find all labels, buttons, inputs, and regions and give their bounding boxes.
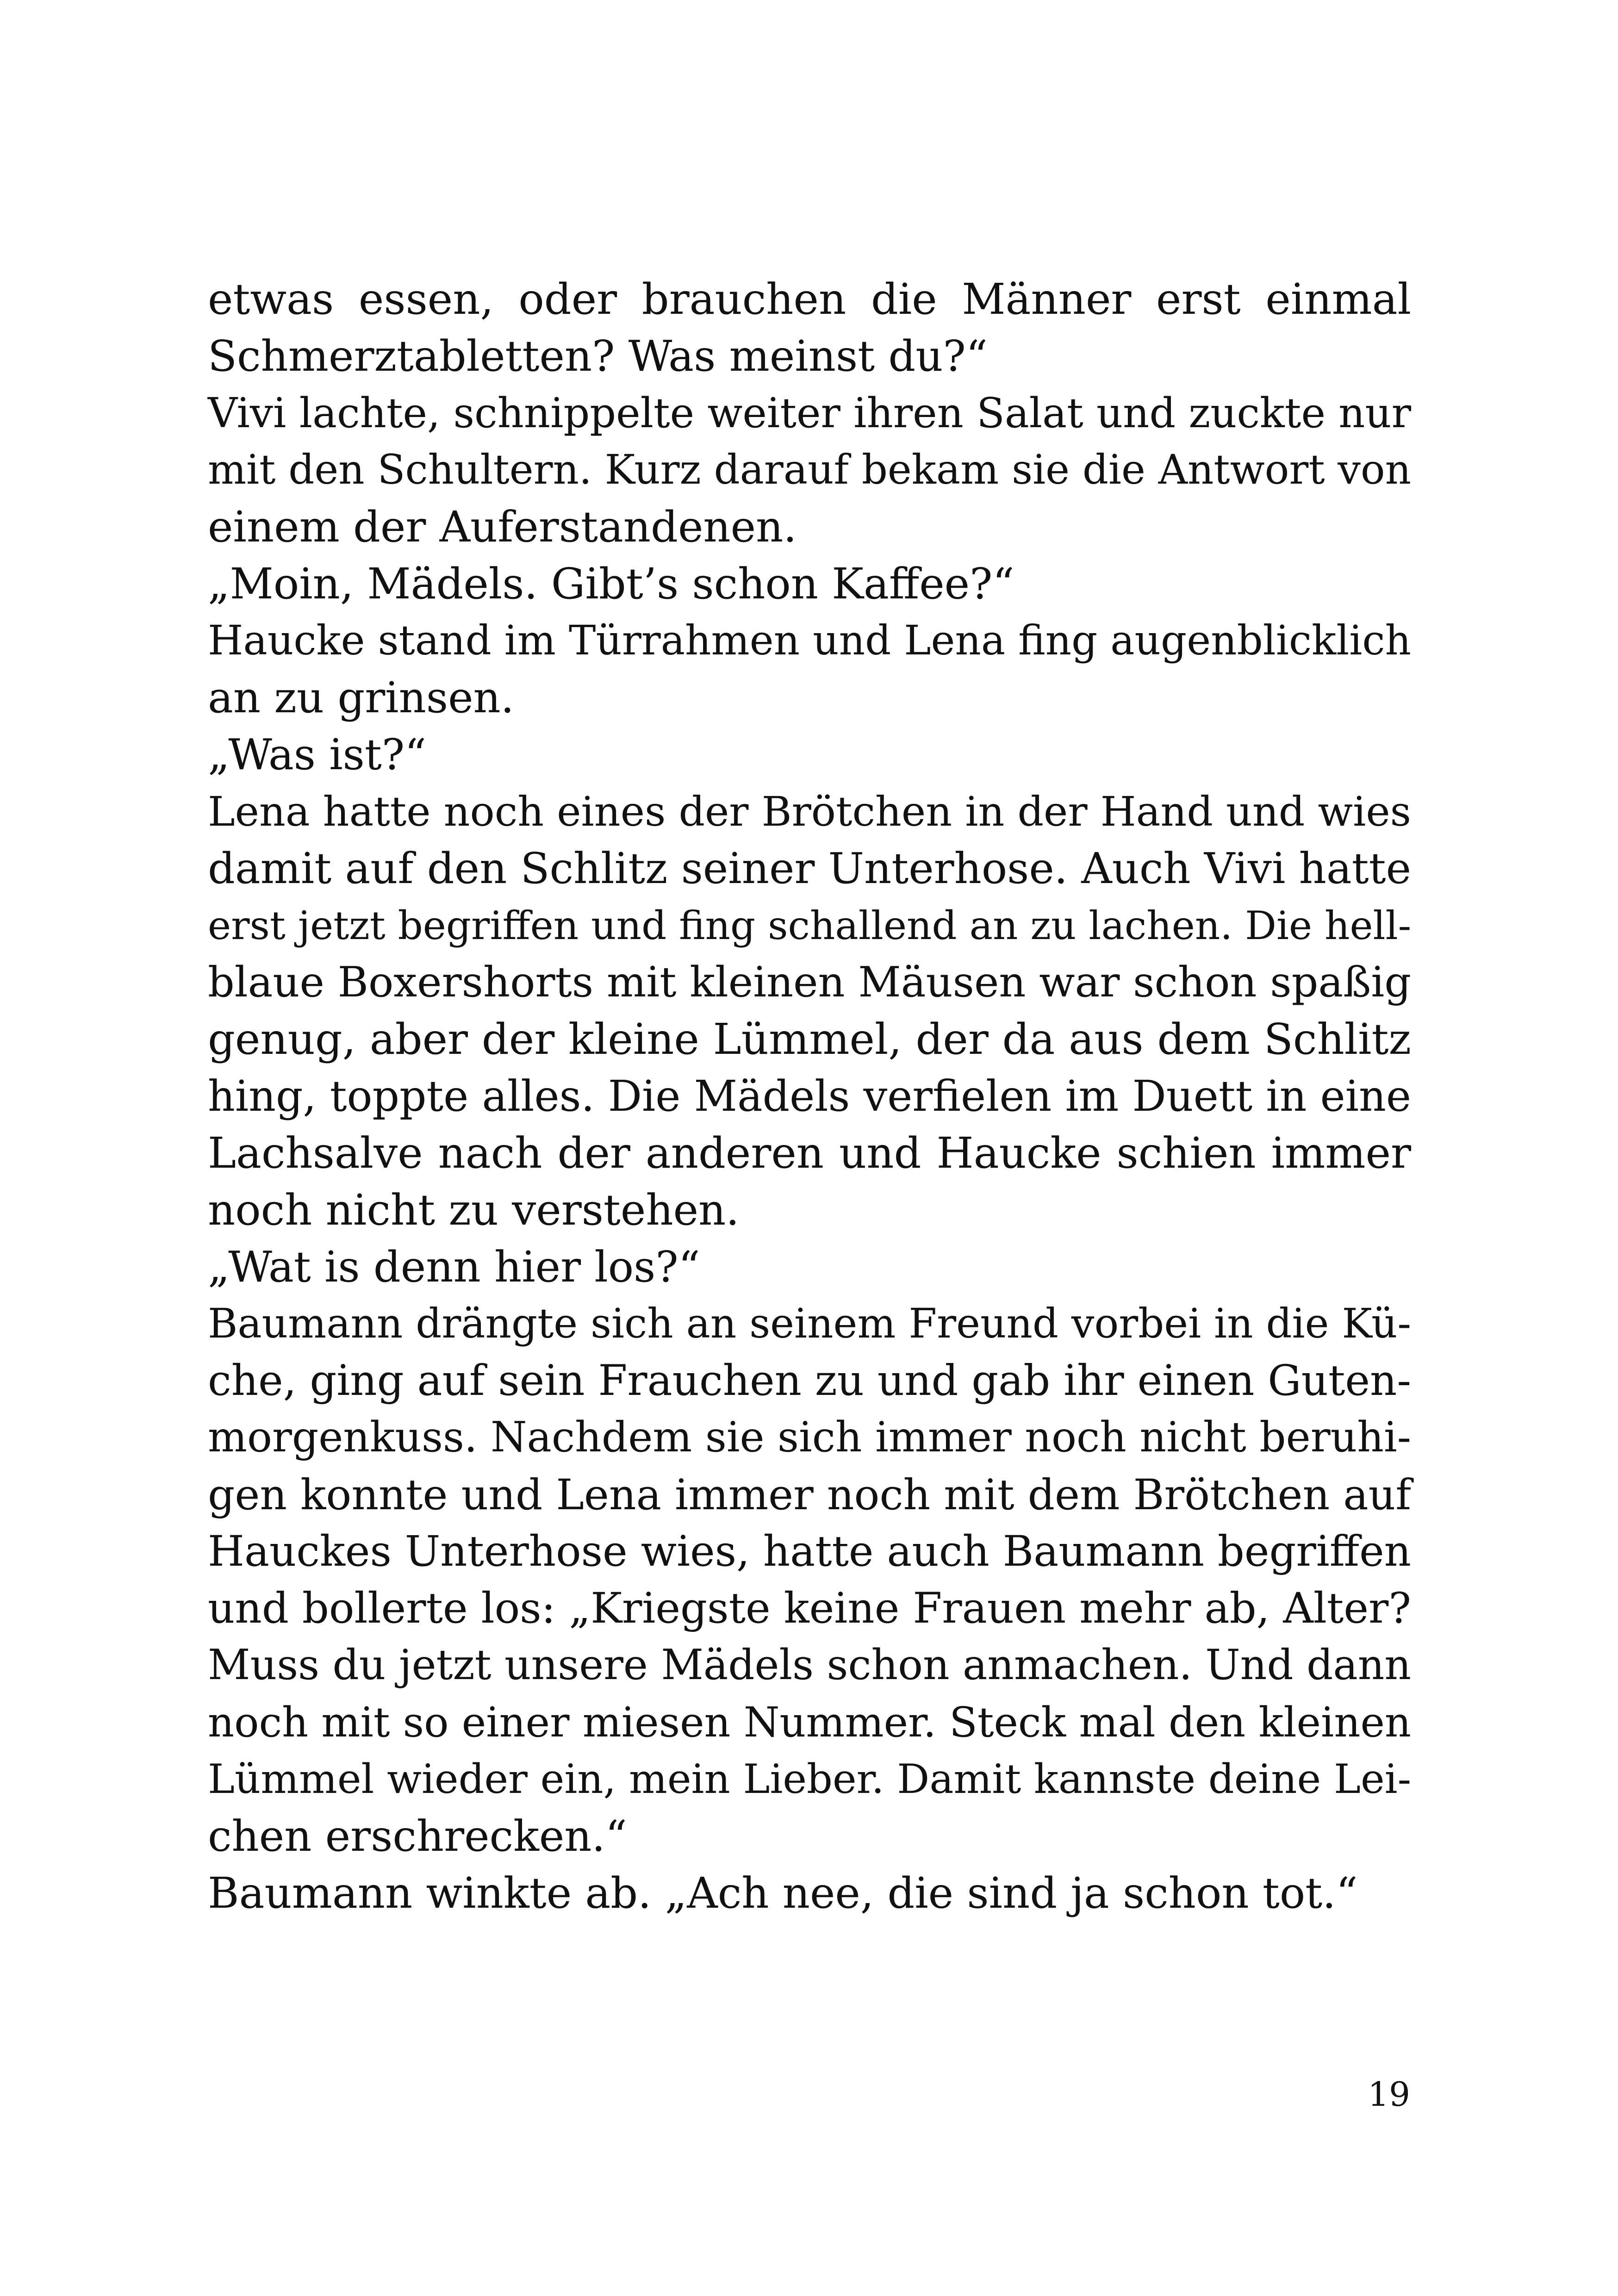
text-line: Vivi lachte, schnippelte weiter ihren Salat und zuckte nur [208, 389, 1411, 437]
text-line: noch mit so einer miesen Nummer. Steck mal den kleinen [208, 1699, 1411, 1746]
text-line: etwas essen, oder brauchen die Männer erst einmal [208, 274, 1411, 324]
text-line: chen erschrecken.“ [208, 1811, 627, 1861]
text-line: „Moin, Mädels. Gibt’s schon Kaffee?“ [208, 559, 1014, 609]
text-line: Lena hatte noch eines der Brötchen in der Hand und wies [208, 788, 1411, 835]
text-line: Hauckes Unterhose wies, hatte auch Baumann begriffen [208, 1527, 1411, 1576]
text-line: und bollerte los: „Kriegste keine Frauen mehr ab, Alter? [208, 1584, 1411, 1633]
text-line: che, ging auf sein Frauchen zu und gab ihr einen Guten- [208, 1356, 1411, 1405]
text-line: Muss du jetzt unsere Mädels schon anmachen. Und dann [208, 1641, 1411, 1689]
text-line: noch nicht zu verstehen. [208, 1185, 740, 1235]
text-line: „Wat is denn hier los?“ [208, 1242, 700, 1292]
text-line: damit auf den Schlitz seiner Unterhose. Auch Vivi hatte [208, 844, 1411, 893]
text-line: genug, aber der kleine Lümmel, der da aus dem Schlitz [208, 1014, 1411, 1064]
text-line: „Was ist?“ [208, 730, 427, 779]
text-line: Lachsalve nach der anderen und Haucke schien immer [208, 1128, 1411, 1178]
text-line: blaue Boxershorts mit kleinen Mäusen war schon spaßig [208, 958, 1411, 1007]
text-line: einem der Auferstandenen. [208, 502, 797, 552]
body-text [208, 271, 1411, 1922]
text-line: Haucke stand im Türrahmen und Lena fing augenblicklich [208, 617, 1411, 664]
text-line: gen konnte und Lena immer noch mit dem Brötchen auf [208, 1470, 1412, 1519]
text-line: Baumann winkte ab. „Ach nee, die sind ja schon tot.“ [208, 1868, 1358, 1918]
text-line: mit den Schultern. Kurz darauf bekam sie die Antwort von [208, 446, 1412, 493]
text-line: Lümmel wieder ein, mein Lieber. Damit kannste deine Lei- [208, 1755, 1412, 1803]
page-number: 19 [1368, 2075, 1410, 2114]
text-line: Baumann drängte sich an seinem Freund vorbei in die Kü- [208, 1300, 1411, 1347]
text-line: Schmerztabletten? Was meinst du?“ [208, 331, 988, 381]
text-line: hing, toppte alles. Die Mädels verfielen im Duett in eine [208, 1071, 1411, 1121]
text-line: an zu grinsen. [208, 673, 515, 722]
text-line: morgenkuss. Nachdem sie sich immer noch nicht beruhi- [208, 1413, 1411, 1462]
text-line: erst jetzt begriffen und fing schallend an zu lachen. Die hell- [208, 902, 1412, 948]
